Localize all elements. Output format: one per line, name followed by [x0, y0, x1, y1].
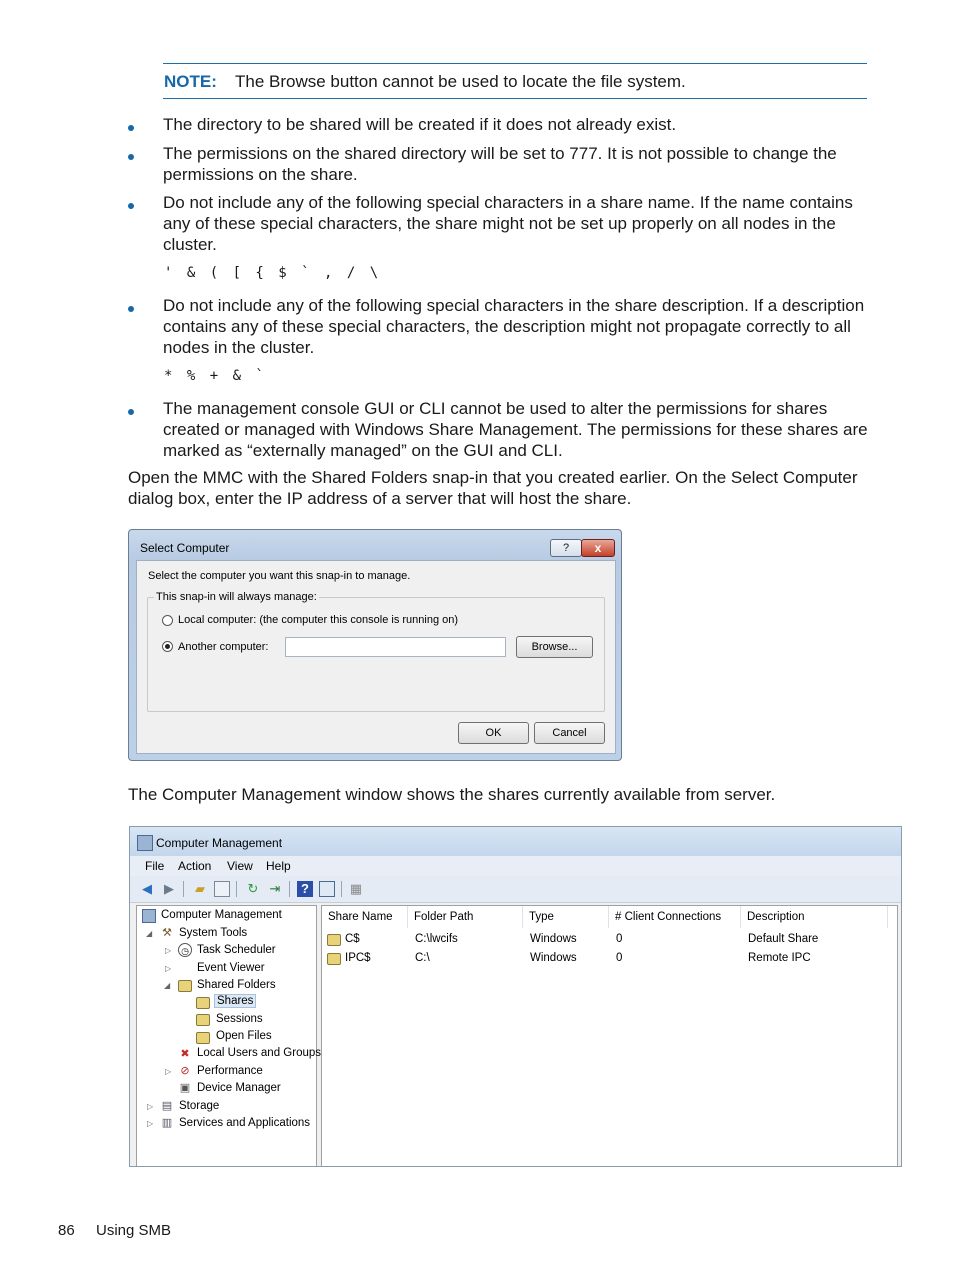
back-arrow-icon[interactable]: ◀	[142, 881, 152, 896]
expand-arrow-icon[interactable]: ▷	[165, 964, 172, 973]
expand-arrow-icon[interactable]: ▷	[165, 1067, 172, 1076]
bullet-dot	[128, 409, 136, 417]
menu-action[interactable]: Action	[178, 859, 212, 873]
groupbox-label: This snap-in will always manage:	[156, 591, 317, 603]
shared-folder-icon	[196, 997, 210, 1009]
browse-button[interactable]: Browse...	[516, 636, 593, 658]
expand-arrow-icon[interactable]: ▷	[147, 1119, 154, 1128]
bullet-item: Do not include any of the following special characters in a share name. If the name contains any of these special characters, the share might not be set up properly on all nodes in the cluster.	[163, 193, 853, 254]
ok-button[interactable]: OK	[458, 722, 529, 744]
footer-section: Using SMB	[96, 1222, 172, 1239]
cell-folder-path: C:\lwcifs	[415, 933, 458, 945]
toolbar-separator	[341, 881, 342, 897]
cell-description: Default Share	[748, 933, 819, 945]
cell-type: Windows	[530, 952, 577, 964]
tree-item-device-manager[interactable]: Device Manager	[197, 1082, 281, 1094]
export-list-icon[interactable]: ⇥	[269, 881, 281, 896]
dialog-body	[136, 560, 616, 754]
another-computer-label: Another computer:	[178, 641, 269, 653]
computer-management-window	[129, 826, 902, 1167]
menu-file[interactable]: File	[145, 859, 165, 873]
expand-arrow-icon[interactable]: ▷	[165, 946, 172, 955]
paragraph-open-mmc: Open the MMC with the Shared Folders snap-in that you created earlier. On the Select Computer dialog box, enter the IP address of a server that will host the share.	[128, 468, 858, 508]
note-box	[163, 63, 867, 99]
column-header-type[interactable]: Type	[523, 906, 609, 928]
tree-item-shares[interactable]: Shares	[214, 994, 256, 1008]
column-header-folder-path[interactable]: Folder Path	[408, 906, 523, 928]
another-computer-radio[interactable]	[162, 641, 173, 652]
tree-item-task-scheduler[interactable]: Task Scheduler	[197, 944, 276, 956]
shared-folder-icon	[196, 1014, 210, 1026]
tree-item-system-tools[interactable]: System Tools	[179, 927, 248, 939]
shared-folder-icon	[196, 1032, 210, 1044]
tree-item-services-applications[interactable]: Services and Applications	[179, 1117, 311, 1129]
bullet-item: The permissions on the shared directory will be set to 777. It is not possible to change the permissions on the share.	[163, 144, 837, 184]
cell-type: Windows	[530, 933, 577, 945]
toolbar-separator	[236, 881, 237, 897]
tree-item-event-viewer[interactable]: Event Viewer	[197, 962, 265, 974]
window-title: Computer Management	[156, 836, 283, 850]
local-computer-label: Local computer: (the computer this console is running on)	[178, 614, 459, 626]
bullet-dot	[128, 306, 136, 314]
collapse-arrow-icon[interactable]: ◢	[164, 981, 171, 990]
another-computer-input[interactable]	[285, 637, 506, 657]
tools-icon: ⚒	[162, 927, 172, 939]
menu-view[interactable]: View	[227, 859, 253, 873]
cancel-button[interactable]: Cancel	[534, 722, 605, 744]
toolbar-separator	[289, 881, 290, 897]
storage-icon: ▤	[161, 1100, 173, 1112]
dialog-title: Select Computer	[140, 541, 230, 555]
tree-item-storage[interactable]: Storage	[179, 1100, 220, 1112]
toolbar	[130, 876, 901, 903]
up-folder-icon[interactable]: ▰	[195, 881, 205, 896]
select-computer-dialog	[128, 529, 622, 761]
tree-item-sessions[interactable]: Sessions	[216, 1013, 263, 1025]
bullet-item: Do not include any of the following special characters in the share description. If a description contains any of these special characters, the description might not propagate correctly to all nodes in the cluster.	[163, 296, 865, 357]
bullet-dot	[128, 154, 136, 162]
menu-help[interactable]: Help	[266, 859, 291, 873]
shares-list	[321, 905, 898, 1167]
performance-icon: ⊘	[180, 1065, 190, 1077]
shared-folder-icon	[178, 980, 192, 992]
page-number: 86	[58, 1222, 75, 1239]
cell-share-name: C$	[345, 933, 360, 945]
forward-arrow-icon[interactable]: ▶	[164, 881, 174, 896]
cell-client-connections: 0	[616, 952, 623, 964]
note-label: NOTE:	[164, 72, 217, 91]
bullet-item: The management console GUI or CLI cannot be used to alter the permissions for shares created or managed with Windows Share Management. The permissions for these shares are marked as “externally managed” on the GUI and CLI.	[163, 399, 868, 460]
tree-item-local-users-groups[interactable]: Local Users and Groups	[197, 1047, 322, 1059]
tree-item-computer-management[interactable]: Computer Management	[161, 909, 282, 921]
close-button[interactable]: x	[581, 539, 615, 557]
share-name-chars: ' & ( [ { $ ` , / \	[164, 265, 382, 281]
toolbar-separator	[183, 881, 184, 897]
window-titlebar	[130, 827, 901, 856]
note-text: The Browse button cannot be used to locate the file system.	[235, 72, 686, 91]
collapse-arrow-icon[interactable]: ◢	[146, 929, 153, 938]
share-icon	[327, 953, 341, 965]
clock-icon: ◷	[178, 943, 192, 957]
help-icon[interactable]: ?	[297, 881, 313, 897]
show-action-pane-icon[interactable]	[319, 881, 335, 897]
refresh-icon[interactable]: ↻	[247, 881, 259, 896]
tree-item-shared-folders[interactable]: Shared Folders	[197, 979, 276, 991]
help-button[interactable]: ?	[550, 539, 582, 557]
cell-share-name: IPC$	[345, 952, 371, 964]
new-share-icon[interactable]: ▦	[349, 881, 363, 896]
tree-item-performance[interactable]: Performance	[197, 1065, 263, 1077]
bullet-dot	[128, 125, 136, 133]
bullet-dot	[128, 203, 136, 211]
column-header-description[interactable]: Description	[741, 906, 888, 928]
column-header-share-name[interactable]: Share Name	[322, 906, 408, 928]
paragraph-cm-window: The Computer Management window shows the shares currently available from server.	[128, 785, 776, 804]
computer-management-icon	[137, 835, 153, 851]
tree-item-open-files[interactable]: Open Files	[216, 1030, 272, 1042]
device-manager-icon: ▣	[179, 1082, 191, 1094]
bullet-item: The directory to be shared will be created if it does not already exist.	[163, 115, 677, 134]
users-icon: ✖	[180, 1048, 190, 1060]
cell-description: Remote IPC	[748, 952, 811, 964]
local-computer-radio[interactable]	[162, 615, 173, 626]
dialog-instruction: Select the computer you want this snap-in to manage.	[148, 570, 411, 582]
expand-arrow-icon[interactable]: ▷	[147, 1102, 154, 1111]
menu-bar	[130, 856, 901, 876]
cell-folder-path: C:\	[415, 952, 430, 964]
console-tree	[136, 905, 322, 1167]
description-chars: * % + & `	[164, 368, 267, 384]
show-hide-tree-icon[interactable]	[214, 881, 230, 897]
column-header-client-connections[interactable]: # Client Connections	[609, 906, 741, 928]
services-icon: ▥	[161, 1117, 173, 1129]
cell-client-connections: 0	[616, 933, 623, 945]
share-icon	[327, 934, 341, 946]
computer-management-icon	[142, 909, 156, 923]
